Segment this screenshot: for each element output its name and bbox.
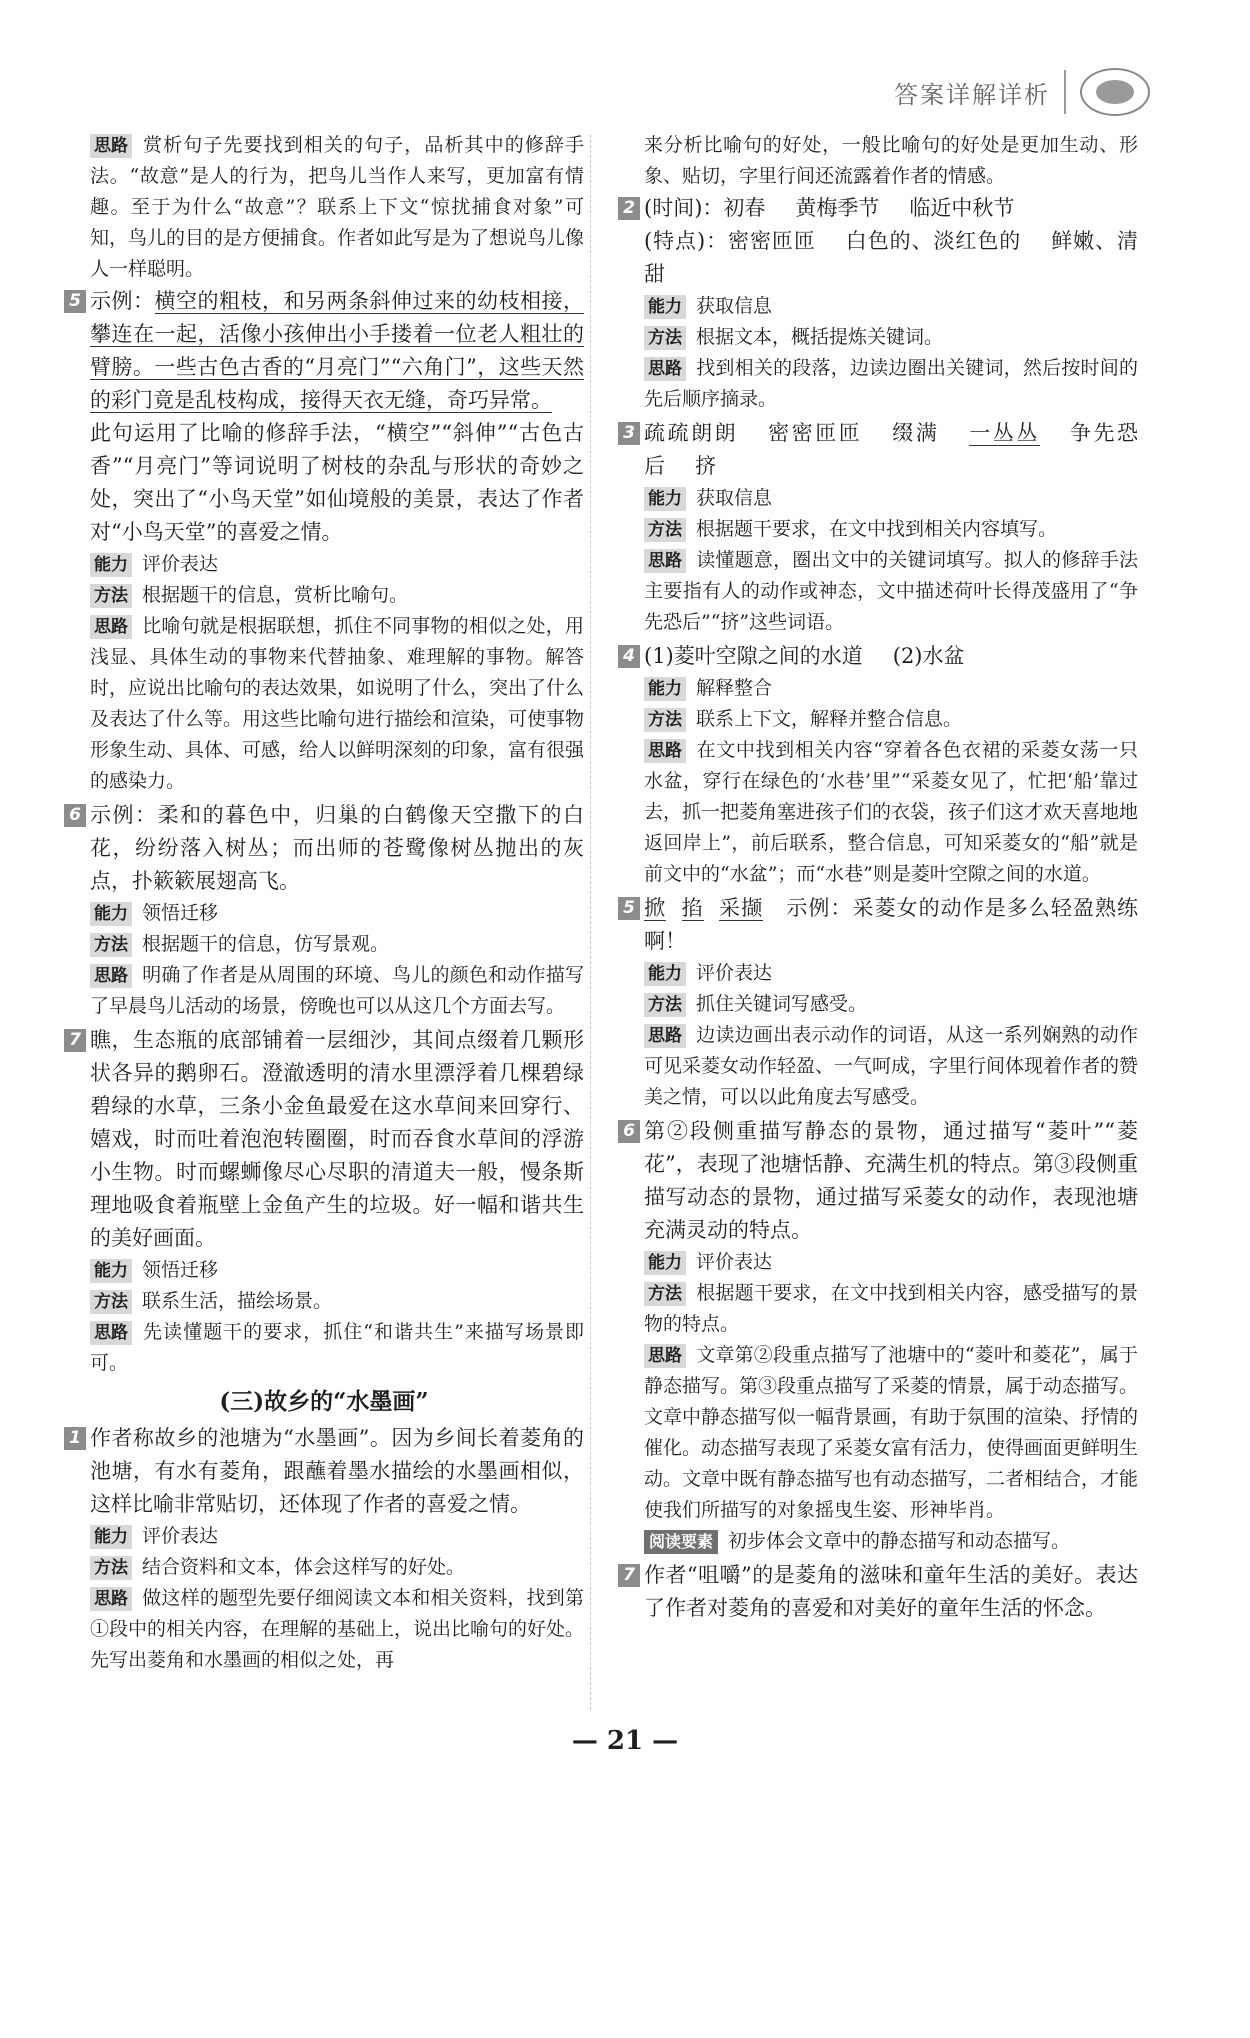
nengli-row: 能力 评价表达 bbox=[90, 549, 584, 580]
fangfa-row: 方法 联系上下文，解释并整合信息。 bbox=[644, 704, 1138, 735]
nengli-row: 能力 评价表达 bbox=[90, 1521, 584, 1552]
question-number: 4 bbox=[618, 645, 640, 668]
underlined-example: 横空的粗枝，和另两条斜伸过来的幼枝相接，攀连在一起，活像小孩伸出小手搂着一位老人粗壮的臂膀。一些古色古香的“月亮门”“六角门”，这些天然的彩门竟是乱枝构成，接得天衣无缝，奇巧异常。 bbox=[90, 289, 584, 412]
header-divider bbox=[1064, 70, 1066, 114]
silu-row: 思路 在文中找到相关内容“穿着各色衣裙的采菱女荡一只水盆，穿行在绿色的‘水巷’里”“采菱女见了，忙把‘船’靠过去，抓一把菱角塞进孩子们的衣袋，孩子们这才欢天喜地地返回岸上”，前后联系，整合信息，可知采菱女的“船”就是前文中的“水盆”；而“水巷”则是菱叶空隙之间的水道。 bbox=[644, 739, 1139, 885]
silu-row: 思路 边读边画出表示动作的词语，从这一系列娴熟的动作可见采菱女动作轻盈、一气呵成，字里行间体现着作者的赞美之情，可以以此角度去写感受。 bbox=[644, 1024, 1139, 1108]
question-number: 5 bbox=[618, 897, 640, 920]
column-divider bbox=[590, 135, 591, 1710]
question-7 bbox=[64, 1024, 584, 1379]
silu-row: 思路 做这样的题型先要仔细阅读文本和相关资料，找到第①段中的相关内容，在理解的基础上，说出比喻句的好处。先写出菱角和水墨画的相似之处，再 bbox=[90, 1587, 585, 1671]
question-number: 3 bbox=[618, 422, 640, 445]
page-header bbox=[894, 68, 1150, 116]
silu-row: 思路 读懂题意，圈出文中的关键词填写。拟人的修辞手法主要指有人的动作或神态，文中描述荷叶长得茂盛用了“争先恐后”“挤”这些词语。 bbox=[644, 549, 1138, 633]
fangfa-row: 方法 抓住关键词写感受。 bbox=[644, 989, 1138, 1020]
fangfa-row: 方法 结合资料和文本，体会这样写的好处。 bbox=[90, 1552, 584, 1583]
answer-text: 作者称故乡的池塘为“水墨画”。因为乡间长着菱角的池塘，有水有菱角，跟蘸着墨水描绘的水墨画相似，这样比喻非常贴切，还体现了作者的喜爱之情。 bbox=[90, 1426, 584, 1516]
question-number: 1 bbox=[64, 1427, 86, 1450]
question-s4 bbox=[618, 640, 1138, 890]
answer-line-feature: (特点)：密密匝匝 白色的、淡红色的 鲜嫩、清甜 bbox=[644, 229, 1139, 286]
answer-text: 作者“咀嚼”的是菱角的滋味和童年生活的美好。表达了作者对菱角的喜爱和对美好的童年生活的怀念。 bbox=[644, 1563, 1138, 1620]
fangfa-row: 方法 根据文本，概括提炼关键词。 bbox=[644, 322, 1138, 353]
question-s1 bbox=[64, 1422, 584, 1676]
silu-row: 思路 文章第②段重点描写了池塘中的“菱叶和菱花”，属于静态描写。第③段重点描写了采菱的情景，属于动态描写。文章中静态描写似一幅背景画，有助于氛围的渲染、抒情的催化。动态描写表现了采菱女富有活力，使得画面更鲜明生动。文章中既有静态描写也有动态描写，二者相结合，才能使我们所描写的对象摇曳生姿、形神毕肖。 bbox=[644, 1344, 1139, 1521]
fangfa-row: 方法 根据题干的信息，赏析比喻句。 bbox=[90, 580, 584, 611]
question-s7 bbox=[618, 1559, 1138, 1625]
fangfa-row: 方法 根据题干的信息，仿写景观。 bbox=[90, 929, 584, 960]
question-number: 6 bbox=[64, 804, 86, 827]
question-5 bbox=[64, 285, 584, 797]
page-number: — 21 — bbox=[571, 1726, 679, 1756]
answer-text: 瞧，生态瓶的底部铺着一层细沙，其间点缀着几颗形状各异的鹅卵石。澄澈透明的清水里漂浮着几棵碧绿碧绿的水草，三条小金鱼最爱在这水草间来回穿行、嬉戏，时而吐着泡泡转圈圈，时而吞食水草间的浮游小生物。时而螺蛳像尽心尽职的清道夫一般，慢条斯理地吸食着瓶壁上金鱼产生的垃圾。好一幅和谐共生的美好画面。 bbox=[90, 1028, 584, 1250]
answer-text: 示例：横空的粗枝，和另两条斜伸过来的幼枝相接，攀连在一起，活像小孩伸出小手搂着一位老人粗壮的臂膀。一些古色古香的“月亮门”“六角门”，这些天然的彩门竟是乱枝构成，接得天衣无缝，奇巧异常。 bbox=[90, 289, 584, 412]
yuedu-row: 阅读要素 初步体会文章中的静态描写和动态描写。 bbox=[644, 1526, 1138, 1557]
silu-row: 思路 比喻句就是根据联想，抓住不同事物的相似之处，用浅显、具体生动的事物来代替抽象、难理解的事物。解答时，应说出比喻句的表达效果，如说明了什么，突出了什么及表达了什么等。用这些比喻句进行描绘和渲染，可使事物形象生动、具体、可感，给人以鲜明深刻的印象，富有很强的感染力。 bbox=[90, 615, 585, 792]
question-s2 bbox=[618, 192, 1138, 415]
silu-row: 思路 赏析句子先要找到相关的句子，品析其中的修辞手法。“故意”是人的行为，把鸟儿当作人来写，更加富有情趣。至于为什么“故意”？联系上下文“惊扰捕食对象”可知，鸟儿的目的是方便捕食。作者如此写是为了想说鸟儿像人一样聪明。 bbox=[90, 134, 585, 280]
fangfa-row: 方法 联系生活，描绘场景。 bbox=[90, 1286, 584, 1317]
question-number: 7 bbox=[618, 1564, 640, 1587]
left-column bbox=[64, 130, 584, 1678]
answer-text: 第②段侧重描写静态的景物，通过描写“菱叶”“菱花”，表现了池塘恬静、充满生机的特点。第③段侧重描写动态的景物，通过描写采菱女的动作，表现池塘充满灵动的特点。 bbox=[644, 1119, 1138, 1242]
answer-text: (1)菱叶空隙之间的水道 (2)水盆 bbox=[644, 644, 965, 668]
question-number: 6 bbox=[618, 1120, 640, 1143]
question-number: 2 bbox=[618, 197, 640, 220]
answer-words: 疏疏朗朗 密密匝匝 缀满 一丛丛 争先恐后 挤 bbox=[644, 421, 1139, 478]
answer-line-time: (时间)：初春 黄梅季节 临近中秋节 bbox=[644, 196, 1015, 220]
silu-row: 思路 找到相关的段落，边读边圈出关键词，然后按时间的先后顺序摘录。 bbox=[644, 357, 1138, 410]
continued-text: 来分析比喻句的好处，一般比喻句的好处是更加生动、形象、贴切，字里行间还流露着作者的情感。 bbox=[644, 134, 1138, 187]
header-title: 答案详解详析 bbox=[894, 80, 1050, 109]
nengli-row: 能力 评价表达 bbox=[644, 958, 1138, 989]
nengli-row: 能力 解释整合 bbox=[644, 673, 1138, 704]
nengli-row: 能力 获取信息 bbox=[644, 483, 1138, 514]
fangfa-row: 方法 根据题干要求，在文中找到相关内容填写。 bbox=[644, 514, 1138, 545]
question-s6 bbox=[618, 1115, 1138, 1557]
answer-text: 掀 掐 采撷 示例：采菱女的动作是多么轻盈熟练啊！ bbox=[644, 896, 1139, 953]
answer-text: 示例：柔和的暮色中，归巢的白鹤像天空撒下的白花，纷纷落入树丛；而出师的苍鹭像树丛抛出的灰点，扑簌簌展翅高飞。 bbox=[90, 803, 584, 893]
answer-explain: 此句运用了比喻的修辞手法，“横空”“斜伸”“古色古香”“月亮门”等词说明了树枝的杂乱与形状的奇妙之处，突出了“小鸟天堂”如仙境般的美景，表达了作者对“小鸟天堂”的喜爱之情。 bbox=[90, 421, 584, 544]
nengli-row: 能力 领悟迁移 bbox=[90, 1255, 584, 1286]
nengli-row: 能力 获取信息 bbox=[644, 291, 1138, 322]
question-s3 bbox=[618, 417, 1138, 638]
right-column bbox=[618, 130, 1138, 1627]
nengli-row: 能力 评价表达 bbox=[644, 1247, 1138, 1278]
question-number: 5 bbox=[64, 290, 86, 313]
section-title: (三)故乡的“水墨画” bbox=[219, 1388, 429, 1415]
publisher-logo-icon bbox=[1080, 68, 1150, 116]
question-number: 7 bbox=[64, 1029, 86, 1052]
fangfa-row: 方法 根据题干要求，在文中找到相关内容，感受描写的景物的特点。 bbox=[644, 1282, 1138, 1335]
question-s5 bbox=[618, 892, 1138, 1113]
silu-row: 思路 先读懂题干的要求，抓住“和谐共生”来描写场景即可。 bbox=[90, 1321, 584, 1374]
question-6 bbox=[64, 799, 584, 1022]
nengli-row: 能力 领悟迁移 bbox=[90, 898, 584, 929]
silu-row: 思路 明确了作者是从周围的环境、鸟儿的颜色和动作描写了早晨鸟儿活动的场景，傍晚也可以从这几个方面去写。 bbox=[90, 964, 584, 1017]
